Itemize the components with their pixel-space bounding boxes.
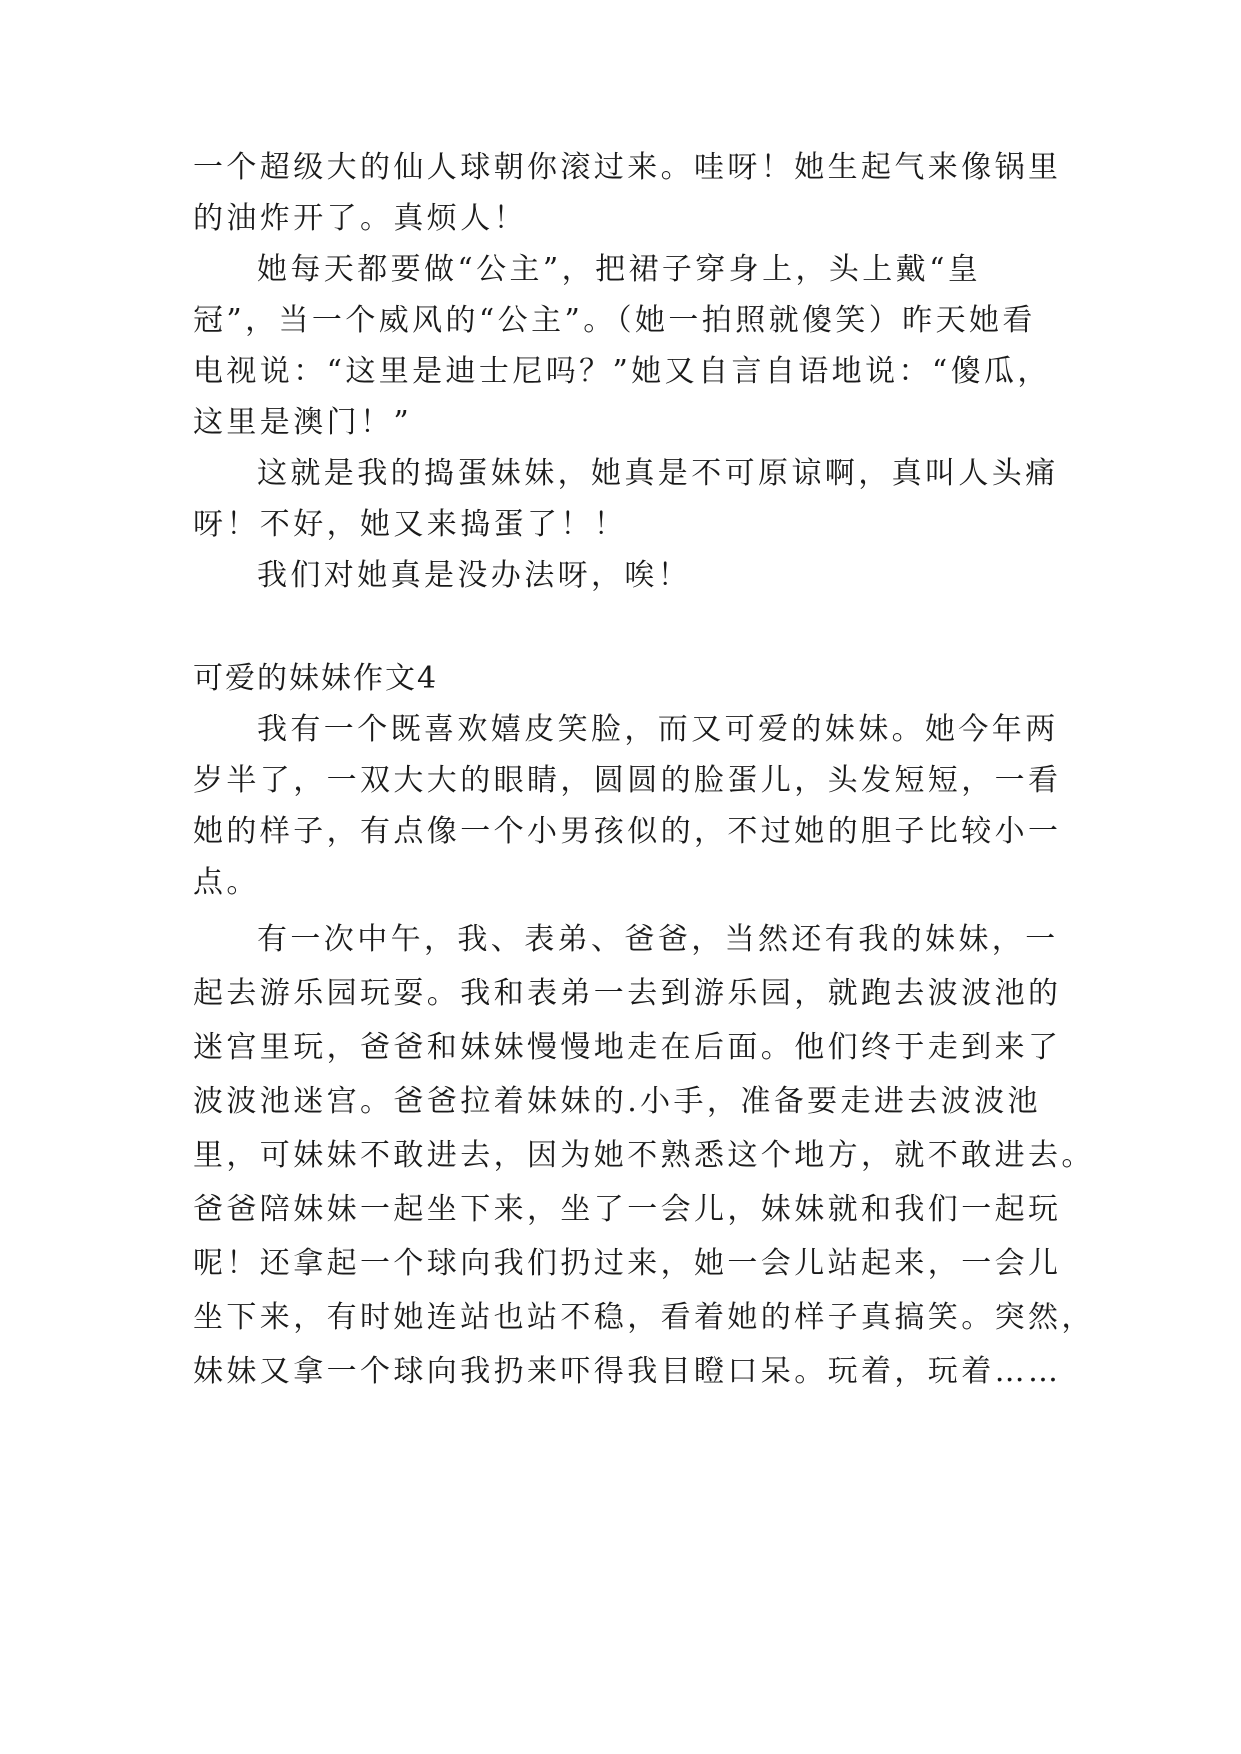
text-line: 冠”，当一个威风的“公主”。（她一拍照就傻笑）昨天她看 [193, 303, 1036, 338]
section-title: 可爱的妹妹作文4 [193, 661, 439, 696]
text-line: 电视说：“这里是迪士尼吗？”她又自言自语地说：“傻瓜， [193, 354, 1051, 389]
text-line: 起去游乐园玩耍。我和表弟一去到游乐园，就跑去波波池的 [193, 976, 1062, 1011]
text-line: 我们对她真是没办法呀，唉！ [257, 558, 692, 593]
text-line: 迷宫里玩，爸爸和妹妹慢慢地走在后面。他们终于走到来了 [193, 1030, 1062, 1065]
text-line: 坐下来，有时她连站也站不稳，看着她的样子真搞笑。突然， [193, 1300, 1095, 1335]
text-line: 呢！还拿起一个球向我们扔过来，她一会儿站起来，一会儿 [193, 1246, 1062, 1281]
text-line: 里，可妹妹不敢进去，因为她不熟悉这个地方，就不敢进去。 [193, 1138, 1095, 1173]
text-line: 爸爸陪妹妹一起坐下来，坐了一会儿，妹妹就和我们一起玩 [193, 1192, 1062, 1227]
text-line: 一个超级大的仙人球朝你滚过来。哇呀！她生起气来像锅里 [193, 150, 1062, 185]
text-line: 妹妹又拿一个球向我扔来吓得我目瞪口呆。玩着，玩着…… [193, 1354, 1062, 1389]
text-line: 她的样子，有点像一个小男孩似的，不过她的胆子比较小一 [193, 814, 1062, 849]
text-line: 的油炸开了。真烦人！ [193, 201, 527, 236]
text-line: 我有一个既喜欢嬉皮笑脸，而又可爱的妹妹。她今年两 [257, 712, 1059, 747]
text-line: 她每天都要做“公主”，把裙子穿身上，头上戴“皇 [257, 252, 982, 287]
text-line: 岁半了，一双大大的眼睛，圆圆的脸蛋儿，头发短短，一看 [193, 763, 1062, 798]
text-line: 这里是澳门！” [193, 405, 413, 440]
text-line: 波波池迷宫。爸爸拉着妹妹的.小手，准备要走进去波波池 [193, 1084, 1041, 1119]
text-line: 点。 [193, 865, 260, 900]
text-line: 有一次中午，我、表弟、爸爸，当然还有我的妹妹，一 [257, 922, 1059, 957]
text-line: 这就是我的捣蛋妹妹，她真是不可原谅啊，真叫人头痛 [257, 456, 1059, 491]
text-line: 呀！不好，她又来捣蛋了！！ [193, 507, 628, 542]
